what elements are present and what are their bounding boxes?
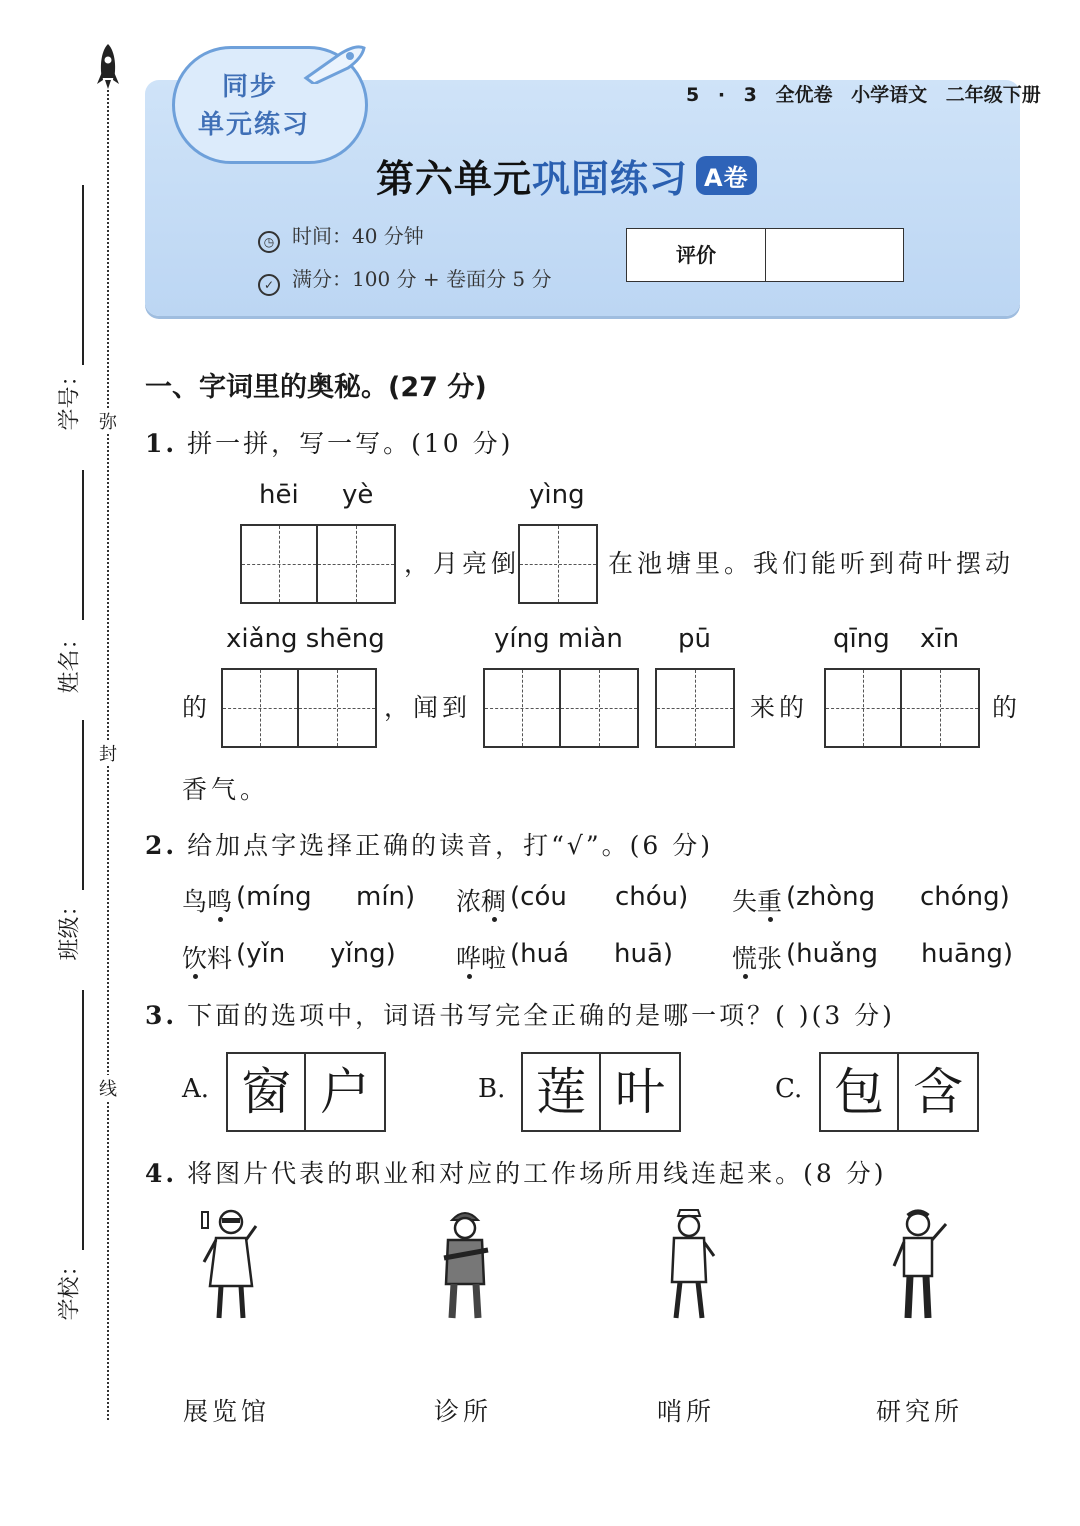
pinyin-ying: yìng: [529, 480, 585, 510]
q3-number: 3.: [145, 1001, 178, 1030]
q2-option-hua1[interactable]: huā): [614, 939, 674, 969]
q2-dotted-char: 饮: [182, 944, 208, 973]
q1-seg1: ，月亮倒: [404, 549, 521, 578]
student-id-label: 学号：: [57, 364, 83, 431]
q2-option-huang1[interactable]: huāng): [921, 939, 1014, 969]
place-clinic[interactable]: 诊所: [434, 1397, 493, 1426]
q3-label-c[interactable]: C.: [775, 1074, 803, 1104]
q2-item-ming: [182, 882, 232, 918]
pinyin-hei: hēi: [259, 480, 299, 510]
answer-box-pu[interactable]: [655, 668, 735, 748]
q4-heading: [145, 1154, 886, 1190]
q1-text: 拼一拼，写一写。(10 分): [187, 429, 514, 458]
name-label: 姓名：: [57, 627, 83, 694]
school-line: [82, 990, 84, 1250]
q2-option-chong[interactable]: chóng): [920, 882, 1010, 912]
q3-a-char2: 户: [320, 1063, 370, 1121]
title-unit: 第六单元: [376, 157, 533, 201]
q3-heading: [145, 996, 895, 1032]
q2-word-char: 料: [207, 944, 233, 973]
q1-seg2: 在池塘里。我们能听到荷叶摆动: [608, 549, 1015, 578]
q1-seg5: 来的: [750, 693, 809, 722]
q1-seg3: 的: [182, 693, 212, 722]
q2-option-ying[interactable]: yǐng): [330, 939, 396, 969]
cut-word-xian: 线: [97, 1075, 119, 1101]
q1-seg4: ，闻到: [384, 693, 472, 722]
q1-seg6: 的: [992, 693, 1022, 722]
badge-line2: 单元练习: [198, 110, 311, 140]
q3-b-char1: 莲: [523, 1054, 601, 1130]
q2-option-min[interactable]: mín): [356, 882, 416, 912]
q2-word-char: 啦: [481, 944, 507, 973]
q2-dotted-char: 鸣: [207, 887, 233, 916]
guide-figure-icon[interactable]: [886, 1206, 956, 1324]
name-line: [82, 470, 84, 620]
q3-option-b[interactable]: [521, 1052, 681, 1132]
q1-number: 1.: [145, 429, 178, 458]
scientist-figure-icon[interactable]: [196, 1206, 266, 1324]
score-info: [258, 263, 551, 296]
evaluation-box: [626, 228, 904, 282]
q3-option-a[interactable]: [226, 1052, 386, 1132]
section-title: 一、字词里的奥秘。(27 分): [145, 372, 487, 403]
q2-number: 2.: [145, 831, 178, 860]
q3-c-char2: 含: [913, 1063, 963, 1121]
score-text: 满分：100 分 + 卷面分 5 分: [292, 267, 552, 291]
q4-number: 4.: [145, 1159, 178, 1188]
soldier-figure-icon[interactable]: [430, 1206, 500, 1324]
q2-option-yin[interactable]: (yǐn: [236, 939, 286, 969]
cut-word-feng: 封: [97, 740, 119, 766]
q2-word-char: 浓: [456, 887, 482, 916]
q2-option-hua2[interactable]: (huá: [510, 939, 570, 969]
q3-label-a[interactable]: A.: [182, 1074, 210, 1104]
q2-item-zhong: [732, 882, 782, 918]
place-exhibition-hall[interactable]: 展览馆: [183, 1397, 271, 1426]
q3-b-char2: 叶: [615, 1063, 665, 1121]
pinyin-qing: qīng: [833, 624, 890, 654]
time-text: 时间：40 分钟: [292, 224, 424, 248]
check-icon: ✓: [258, 274, 280, 296]
q2-option-zhong[interactable]: (zhòng: [786, 882, 876, 912]
q2-word-char: 失: [732, 887, 758, 916]
pinyin-ye: yè: [342, 480, 374, 510]
time-info: [258, 220, 424, 253]
cut-word-mi: 弥: [97, 408, 119, 434]
q3-a-char1: 窗: [228, 1054, 306, 1130]
q2-heading: [145, 826, 713, 862]
answer-box-ying[interactable]: [518, 524, 598, 604]
q2-option-cou[interactable]: (cóu: [510, 882, 567, 912]
pinyin-xiangsheng: xiǎng shēng: [226, 624, 385, 654]
school-label: 学校：: [57, 1254, 83, 1321]
nurse-figure-icon[interactable]: [654, 1206, 724, 1324]
answer-box-heiye[interactable]: [240, 524, 396, 604]
q2-option-ming[interactable]: (míng: [236, 882, 312, 912]
q2-dotted-char: 哗: [456, 944, 482, 973]
pinyin-yingmian: yíng miàn: [494, 624, 623, 654]
q2-option-chou[interactable]: chóu): [615, 882, 689, 912]
page-title: [376, 148, 757, 203]
book-series: 5 · 3 全优卷 小学语文 二年级下册: [686, 84, 1041, 106]
badge-line1: 同步: [222, 72, 279, 102]
q2-word-char: 鸟: [182, 887, 208, 916]
class-line: [82, 720, 84, 890]
q2-word-char: 张: [757, 944, 783, 973]
q2-dotted-char: 重: [757, 887, 783, 916]
clock-icon: ◷: [258, 231, 280, 253]
answer-box-xiangsheng[interactable]: [221, 668, 377, 748]
q2-item-yin: [182, 939, 232, 975]
answer-box-yingmian[interactable]: [483, 668, 639, 748]
q3-label-b[interactable]: B.: [478, 1074, 506, 1104]
place-research-institute[interactable]: 研究所: [876, 1397, 964, 1426]
evaluation-label: 评价: [627, 229, 766, 281]
badge-rocket-icon: [300, 44, 366, 84]
pinyin-xin: xīn: [920, 624, 960, 654]
q2-item-huang: [732, 939, 782, 975]
title-badge: A卷: [696, 156, 757, 195]
q2-dotted-char: 稠: [481, 887, 507, 916]
title-practice: 巩固练习: [532, 157, 689, 201]
pinyin-pu: pū: [678, 624, 711, 654]
q1-heading: [145, 424, 513, 460]
class-label: 班级：: [57, 894, 83, 961]
student-id-line: [82, 185, 84, 365]
answer-box-qingxin[interactable]: [824, 668, 980, 748]
q2-item-chou: [456, 882, 506, 918]
q4-text: 将图片代表的职业和对应的工作场所用线连起来。(8 分): [187, 1159, 887, 1188]
q2-item-hua: [456, 939, 506, 975]
q2-option-huang3[interactable]: (huǎng: [786, 939, 879, 969]
q1-seg7: 香气。: [182, 775, 270, 804]
q3-c-char1: 包: [821, 1054, 899, 1130]
rocket-icon: [96, 42, 120, 90]
q2-dotted-char: 慌: [732, 944, 758, 973]
q3-option-c[interactable]: [819, 1052, 979, 1132]
q3-text: 下面的选项中，词语书写完全正确的是哪一项？( )(3 分): [187, 1001, 895, 1030]
q2-text: 给加点字选择正确的读音，打“√”。(6 分): [187, 831, 713, 860]
place-sentry-post[interactable]: 哨所: [657, 1397, 716, 1426]
